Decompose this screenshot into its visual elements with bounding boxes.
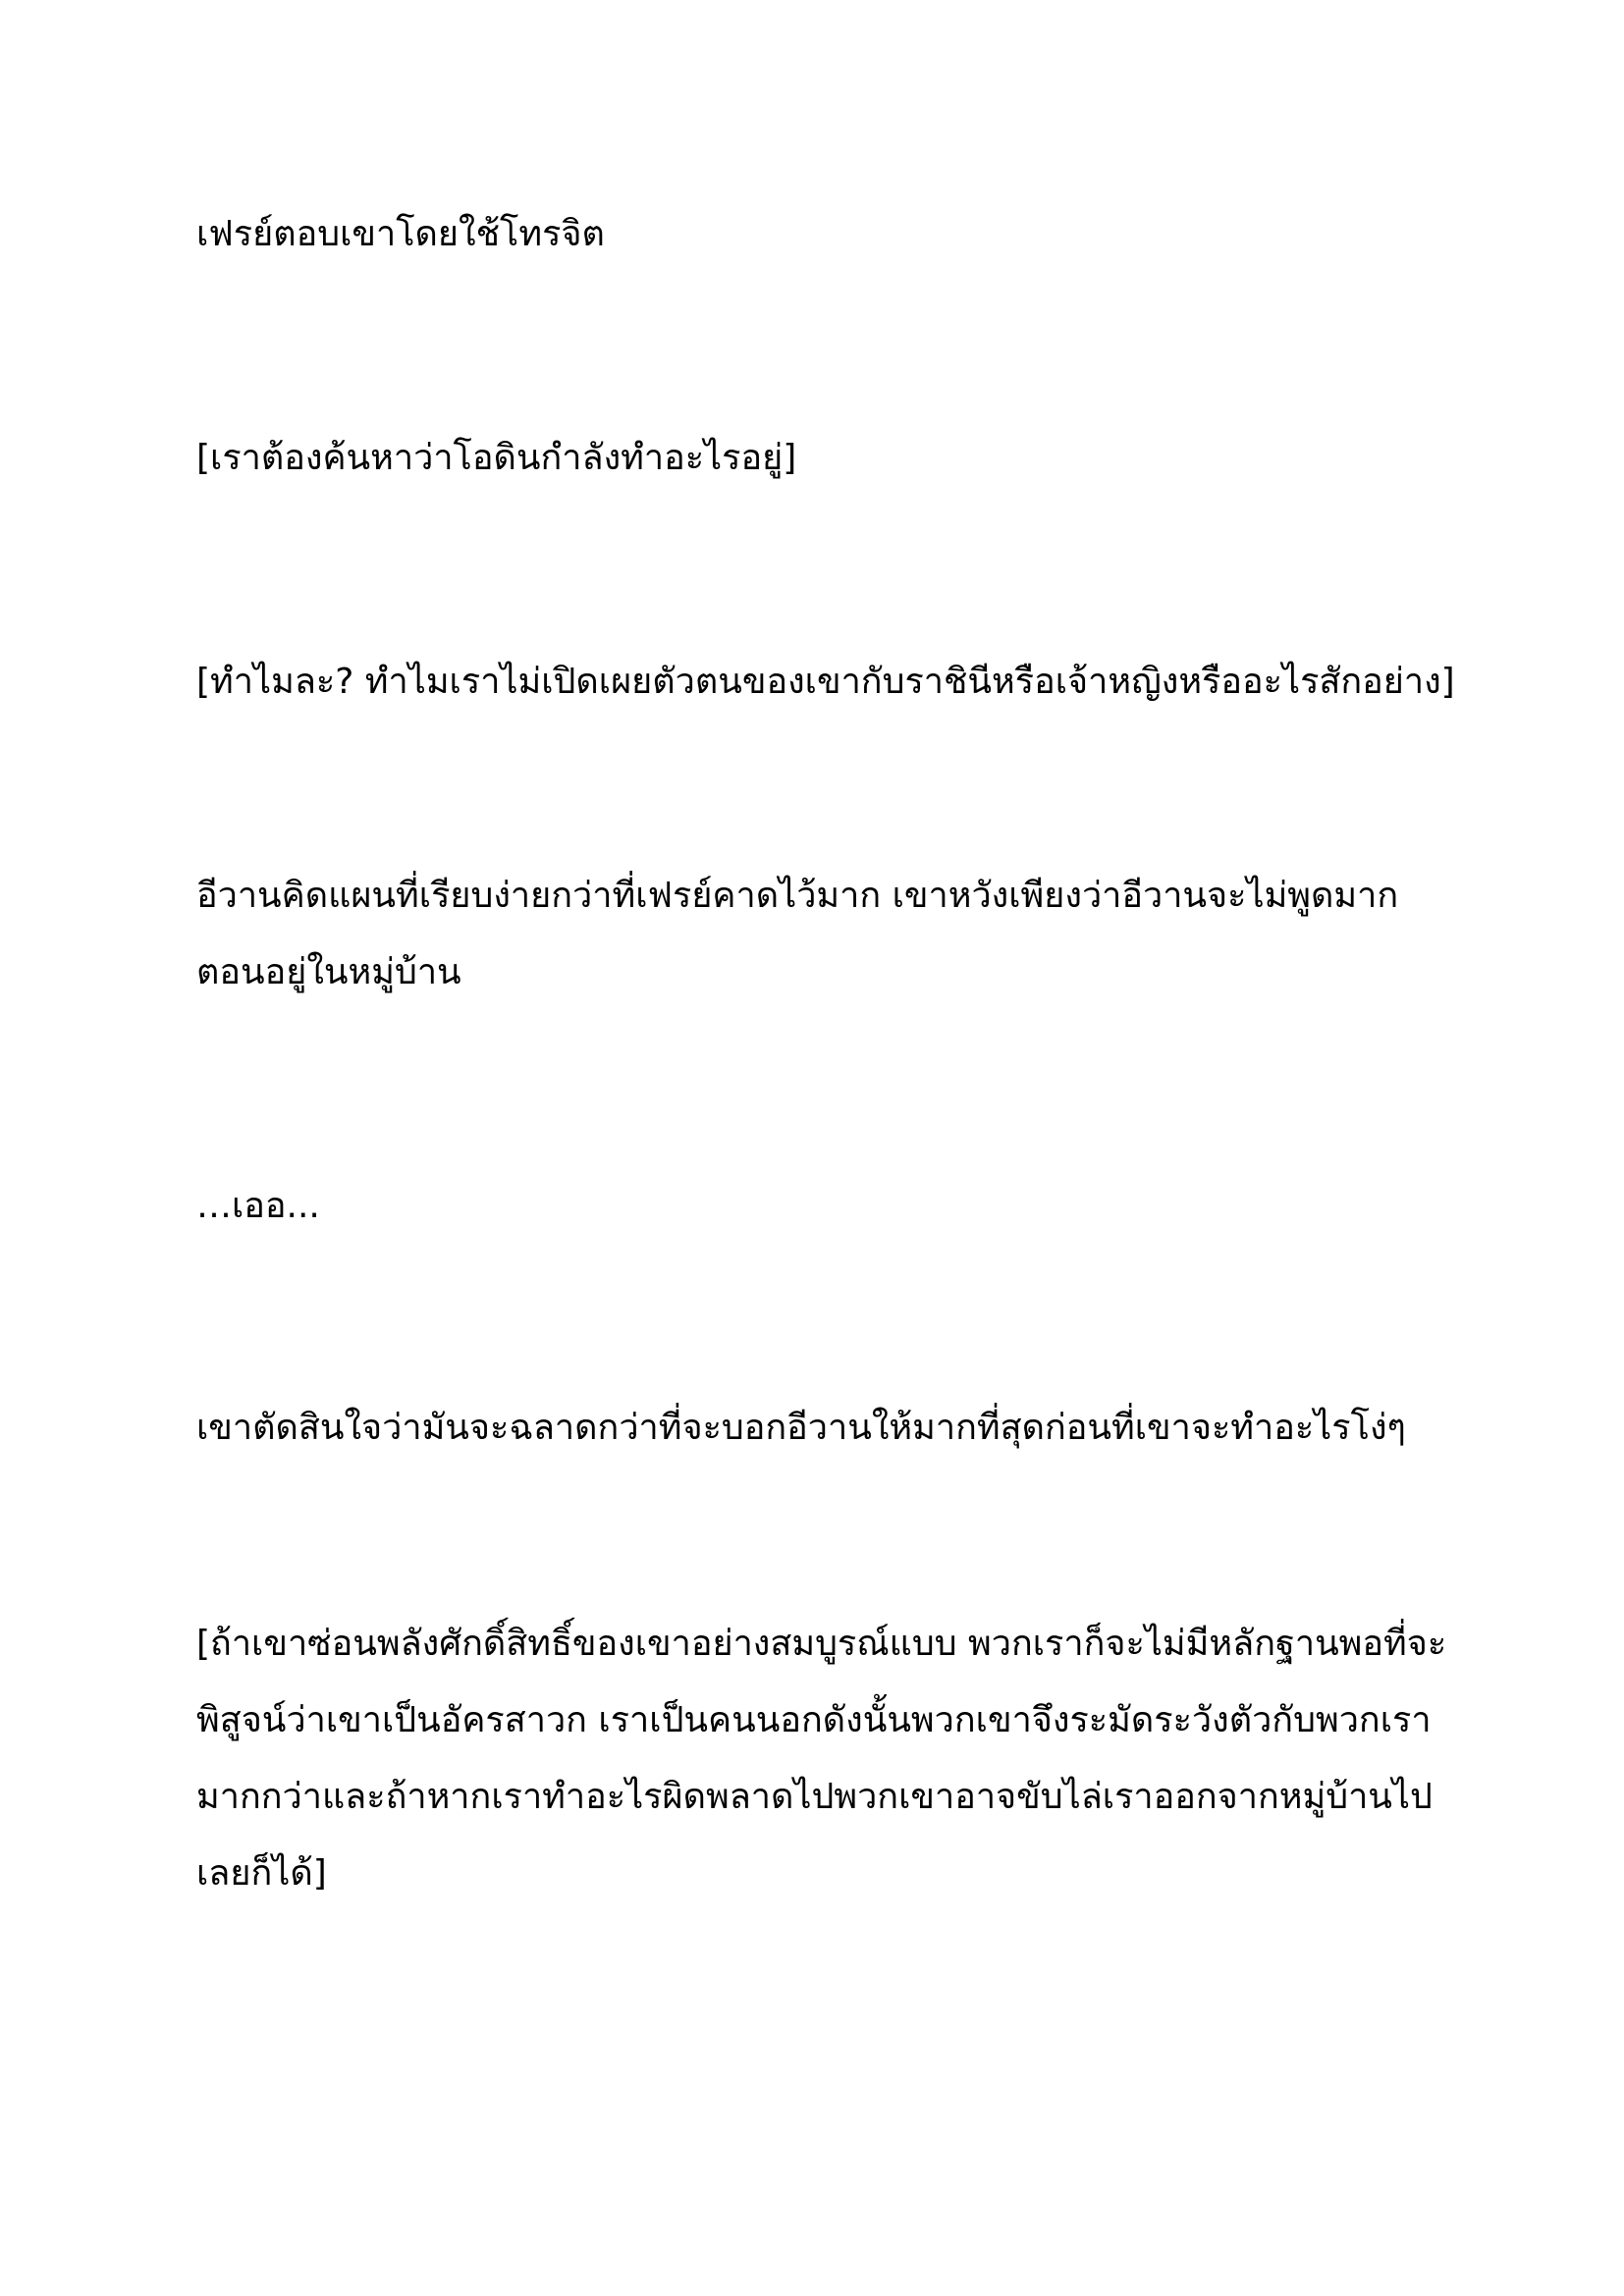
paragraph bbox=[196, 1168, 1453, 1245]
text-line: มากกว่าและถ้าหากเราทำอะไรผิดพลาดไปพวกเขาอาจขับไล่เราออกจากหมู่บ้านไป bbox=[196, 1777, 1433, 1817]
text-line: อีวานคิดแผนที่เรียบง่ายกว่าที่เฟรย์คาดไว้มาก เขาหวังเพียงว่าอีวานจะไม่พูดมาก bbox=[196, 876, 1399, 916]
paragraph bbox=[196, 644, 1453, 721]
text-line: เขาตัดสินใจว่ามันจะฉลาดกว่าที่จะบอกอีวานให้มากที่สุดก่อนที่เขาจะทำอะไรโง่ๆ bbox=[196, 1408, 1406, 1448]
text-line: [ทำไมละ? ทำไมเราไม่เปิดเผยตัวตนของเขากับราชินีหรือเจ้าหญิงหรืออะไรสักอย่าง] bbox=[196, 662, 1455, 702]
text-line: เฟรย์ตอบเขาโดยใช้โทรจิต bbox=[196, 214, 605, 254]
paragraph bbox=[196, 196, 1453, 273]
text-line: [ถ้าเขาซ่อนพลังศักดิ์สิทธิ์ของเขาอย่างสมบูรณ์แบบ พวกเราก็จะไม่มีหลักฐานพอที่จะ bbox=[196, 1624, 1447, 1664]
text-line: …เออ... bbox=[196, 1186, 320, 1226]
paragraph bbox=[196, 1606, 1453, 1912]
paragraph bbox=[196, 420, 1453, 497]
text-line: [เราต้องค้นหาว่าโอดินกำลังทำอะไรอยู่] bbox=[196, 438, 797, 478]
text-line: เลยก็ได้] bbox=[196, 1853, 327, 1894]
paragraph bbox=[196, 858, 1453, 1011]
paragraph bbox=[196, 1390, 1453, 1467]
text-line: ตอนอยู่ในหมู่บ้าน bbox=[196, 952, 461, 992]
text-line: พิสูจน์ว่าเขาเป็นอัครสาวก เราเป็นคนนอกดังนั้นพวกเขาจึงระมัดระวังตัวกับพวกเรา bbox=[196, 1700, 1432, 1740]
